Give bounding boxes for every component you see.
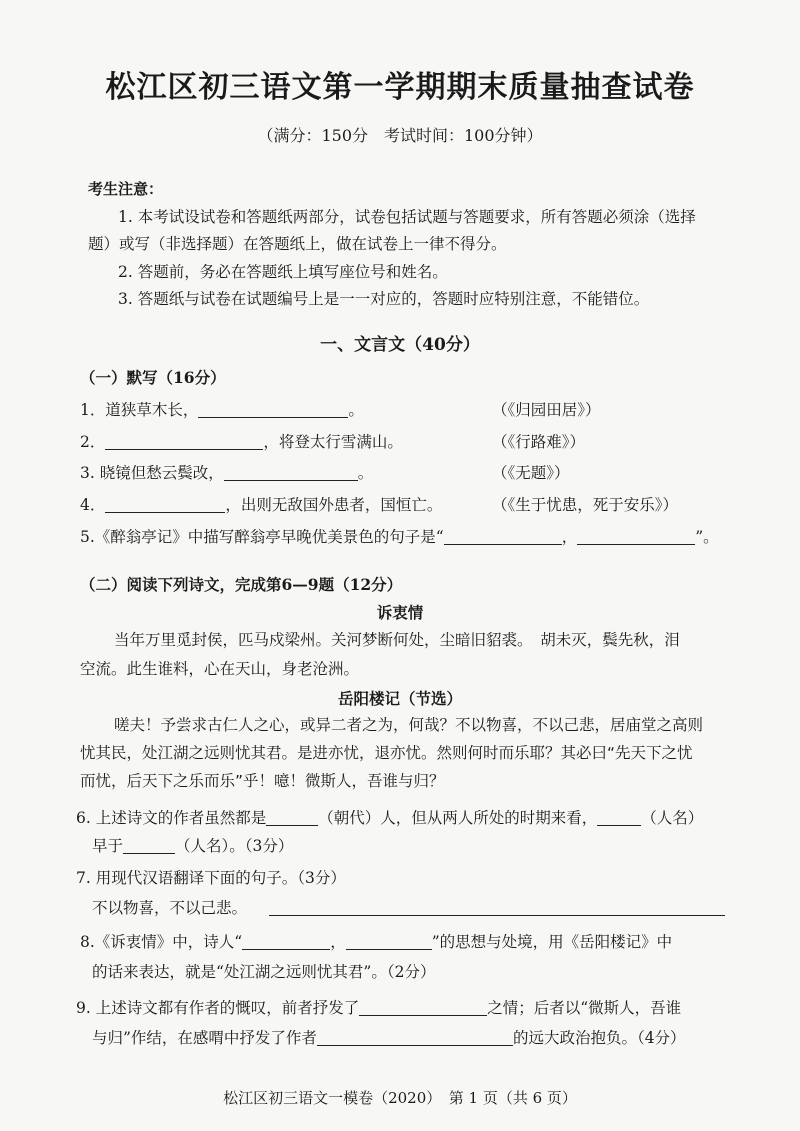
notice-heading: 考生注意： <box>88 180 164 198</box>
answer-blank[interactable] <box>577 528 695 545</box>
question-9-text: 9. 上述诗文都有作者的慨叹，前者抒发了 <box>76 999 360 1017</box>
question-9 <box>76 996 681 1018</box>
answer-blank[interactable] <box>242 933 330 950</box>
question-8-text: ”的思想与处境，用《岳阳楼记》中 <box>431 933 673 951</box>
question-7-sentence <box>92 896 725 918</box>
question-8-cont: 的话来表达，就是“处江湖之远则忧其君”。（2分） <box>92 963 436 981</box>
question-6-text: 早于 <box>92 837 124 855</box>
prose-line: 而忧，后天下之乐而乐”乎！噫！微斯人，吾谁与归？ <box>80 772 445 790</box>
question-1-source: （《归园田居》） <box>492 401 601 419</box>
question-5-text: 5.《醉翁亭记》中描写醉翁亭早晚优美景色的句子是“ <box>80 528 444 546</box>
question-6-text: 6. 上述诗文的作者虽然都是 <box>76 809 267 827</box>
part2-title: （二）阅读下列诗文，完成第6—9题（12分） <box>80 575 403 594</box>
question-6-cont <box>92 834 293 856</box>
question-8-sep: ， <box>330 933 346 951</box>
question-7-text: 不以物喜，不以己悲。 <box>92 899 248 917</box>
notice-item-3: 3. 答题纸与试卷在试题编号上是一一对应的，答题时应特别注意，不能错位。 <box>118 290 650 308</box>
question-9-text: 之情；后者以“微斯人，吾谁 <box>487 999 682 1017</box>
question-2 <box>80 430 403 452</box>
question-1 <box>80 398 364 420</box>
prose-line: 忧其民，处江湖之远则忧其君。是进亦忧，退亦忧。然则何时而乐耶？其必曰“先天下之忧 <box>80 744 693 762</box>
question-3-source: （《无题》） <box>492 464 570 482</box>
question-3-end: 。 <box>357 464 374 482</box>
question-7: 7. 用现代汉语翻译下面的句子。（3分） <box>76 869 346 887</box>
question-2-source: （《行路难》） <box>492 433 586 451</box>
question-6-text: （人名） <box>641 809 704 827</box>
part1-title: （一）默写（16分） <box>80 368 226 387</box>
question-4-source: （《生于忧患，死于安乐》） <box>492 496 679 514</box>
poem1-title: 诉衷情 <box>376 603 424 622</box>
question-8-text: 8.《诉衷情》中，诗人“ <box>80 933 243 951</box>
question-9-text: 与归”作结，在感喟中抒发了作者 <box>92 1029 317 1047</box>
answer-blank[interactable] <box>224 464 358 481</box>
question-6-text: （人名）。（3分） <box>175 837 294 855</box>
page-title: 松江区初三语文第一学期期末质量抽查试卷 <box>105 70 695 105</box>
question-5-end: ”。 <box>695 528 719 546</box>
section-title: 一、文言文（40分） <box>320 335 480 355</box>
answer-blank[interactable] <box>597 809 641 826</box>
notice-item-1: 1. 本考试设试卷和答题纸两部分，试卷包括试题与答题要求，所有答题必须涂（选择 <box>118 208 696 226</box>
question-4 <box>80 493 442 515</box>
answer-blank[interactable] <box>346 933 432 950</box>
notice-item-2: 2. 答题前，务必在答题纸上填写座位号和姓名。 <box>118 263 448 281</box>
question-6-text: （朝代）人，但从两人所处的时期来看， <box>318 809 598 827</box>
question-9-cont <box>92 1026 686 1048</box>
question-3 <box>80 461 373 483</box>
question-5-sep: ， <box>561 528 578 546</box>
notice-item-1-cont: 题）或写（非选择题）在答题纸上，做在试卷上一律不得分。 <box>88 235 507 253</box>
answer-blank[interactable] <box>266 809 318 826</box>
question-4-num: 4． <box>80 496 106 514</box>
answer-blank[interactable] <box>105 496 225 513</box>
question-3-text: 3. 晓镜但愁云鬓改， <box>80 464 224 482</box>
poem1-line: 空流。此生谁料，心在天山，身老沧洲。 <box>80 660 360 678</box>
answer-blank[interactable] <box>198 401 348 418</box>
prose-line: 嗟夫！予尝求古仁人之心，或异二者之为，何哉？不以物喜，不以己悲，居庙堂之高则 <box>114 716 704 734</box>
question-4-text: ，出则无敌国外患者，国恒亡。 <box>225 496 443 514</box>
question-8 <box>80 930 672 952</box>
question-2-num: 2． <box>80 433 106 451</box>
question-6 <box>76 806 703 828</box>
poem2-title: 岳阳楼记（节选） <box>337 689 462 708</box>
exam-info: （满分：150分 考试时间：100分钟） <box>257 126 543 145</box>
question-1-text: 1．道狭草木长， <box>80 401 199 419</box>
answer-blank[interactable] <box>317 1029 513 1046</box>
answer-blank[interactable] <box>123 837 175 854</box>
answer-blank[interactable] <box>105 433 263 450</box>
question-5 <box>80 525 719 547</box>
page-footer: 松江区初三语文一模卷（2020） 第 1 页（共 6 页） <box>223 1089 577 1107</box>
poem1-line: 当年万里觅封侯，匹马戍梁州。关河梦断何处，尘暗旧貂裘。 胡未灭，鬓先秋，泪 <box>114 631 680 649</box>
answer-blank[interactable] <box>444 528 562 545</box>
question-2-text: ，将登太行雪满山。 <box>263 433 403 451</box>
question-1-end: 。 <box>348 401 364 419</box>
answer-blank[interactable] <box>269 899 725 916</box>
question-9-text: 的远大政治抱负。（4分） <box>512 1029 686 1047</box>
answer-blank[interactable] <box>359 999 487 1016</box>
